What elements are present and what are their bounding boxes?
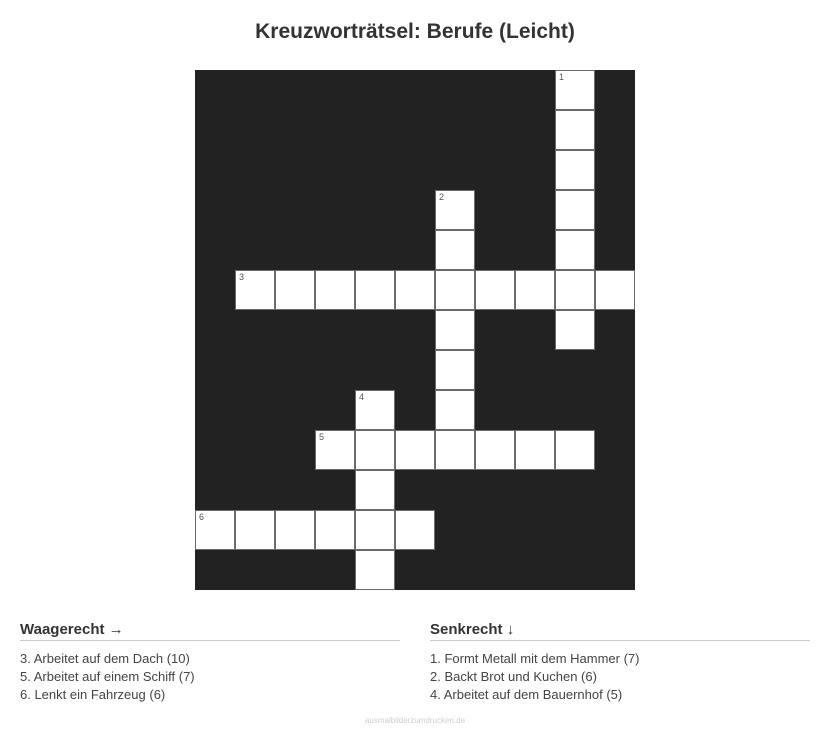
crossword-grid xyxy=(195,70,635,590)
across-clue: 3. Arbeitet auf dem Dach (10) xyxy=(20,651,190,666)
crossword-cell[interactable] xyxy=(595,270,635,310)
crossword-cell[interactable] xyxy=(475,430,515,470)
crossword-cell[interactable] xyxy=(355,430,395,470)
crossword-cell[interactable] xyxy=(315,430,355,470)
crossword-cell[interactable] xyxy=(555,190,595,230)
crossword-cell[interactable] xyxy=(355,470,395,510)
down-heading: Senkrecht ↓ xyxy=(430,620,810,641)
clue-number: 4 xyxy=(359,392,365,402)
across-clue-list xyxy=(20,650,400,704)
crossword-cell[interactable] xyxy=(555,70,595,110)
crossword-cell[interactable] xyxy=(435,270,475,310)
crossword-cell[interactable] xyxy=(435,310,475,350)
crossword-cell[interactable] xyxy=(235,510,275,550)
crossword-cell[interactable] xyxy=(555,310,595,350)
clue-number: 1 xyxy=(559,72,565,82)
crossword-cell[interactable] xyxy=(515,430,555,470)
crossword-cell[interactable] xyxy=(355,550,395,590)
down-clues-section xyxy=(430,620,810,704)
crossword-cell[interactable] xyxy=(315,510,355,550)
crossword-cell[interactable] xyxy=(275,510,315,550)
crossword-cell[interactable] xyxy=(355,390,395,430)
crossword-cell[interactable] xyxy=(435,190,475,230)
crossword-cell[interactable] xyxy=(555,110,595,150)
across-clue: 5. Arbeitet auf einem Schiff (7) xyxy=(20,669,195,684)
crossword-cell[interactable] xyxy=(195,510,235,550)
crossword-cell[interactable] xyxy=(555,270,595,310)
clue-number: 3 xyxy=(239,272,245,282)
crossword-cell[interactable] xyxy=(435,350,475,390)
clue-number: 2 xyxy=(439,192,445,202)
crossword-cell[interactable] xyxy=(315,270,355,310)
crossword-cell[interactable] xyxy=(355,270,395,310)
crossword-cell[interactable] xyxy=(515,270,555,310)
crossword-cell[interactable] xyxy=(435,230,475,270)
crossword-cell[interactable] xyxy=(275,270,315,310)
crossword-cell[interactable] xyxy=(355,510,395,550)
crossword-cell[interactable] xyxy=(395,510,435,550)
crossword-cell[interactable] xyxy=(555,230,595,270)
crossword-cell[interactable] xyxy=(555,430,595,470)
crossword-cell[interactable] xyxy=(435,430,475,470)
crossword-cell[interactable] xyxy=(435,390,475,430)
crossword-cell[interactable] xyxy=(395,430,435,470)
crossword-cell[interactable] xyxy=(475,270,515,310)
crossword-cell[interactable] xyxy=(555,150,595,190)
down-clue-list xyxy=(430,650,810,704)
across-clues-section xyxy=(20,620,400,704)
down-clue: 4. Arbeitet auf dem Bauernhof (5) xyxy=(430,687,623,702)
clue-number: 5 xyxy=(319,432,325,442)
down-clue: 2. Backt Brot und Kuchen (6) xyxy=(430,669,597,684)
footer-credit: ausmalbilderzumdrucken.de xyxy=(364,716,466,725)
crossword-cell[interactable] xyxy=(235,270,275,310)
across-clue: 6. Lenkt ein Fahrzeug (6) xyxy=(20,687,166,702)
clue-number: 6 xyxy=(199,512,205,522)
crossword-cell[interactable] xyxy=(395,270,435,310)
down-clue: 1. Formt Metall mit dem Hammer (7) xyxy=(430,651,640,666)
across-heading: Waagerecht → xyxy=(20,620,400,641)
page-title: Kreuzworträtsel: Berufe (Leicht) xyxy=(255,20,575,43)
